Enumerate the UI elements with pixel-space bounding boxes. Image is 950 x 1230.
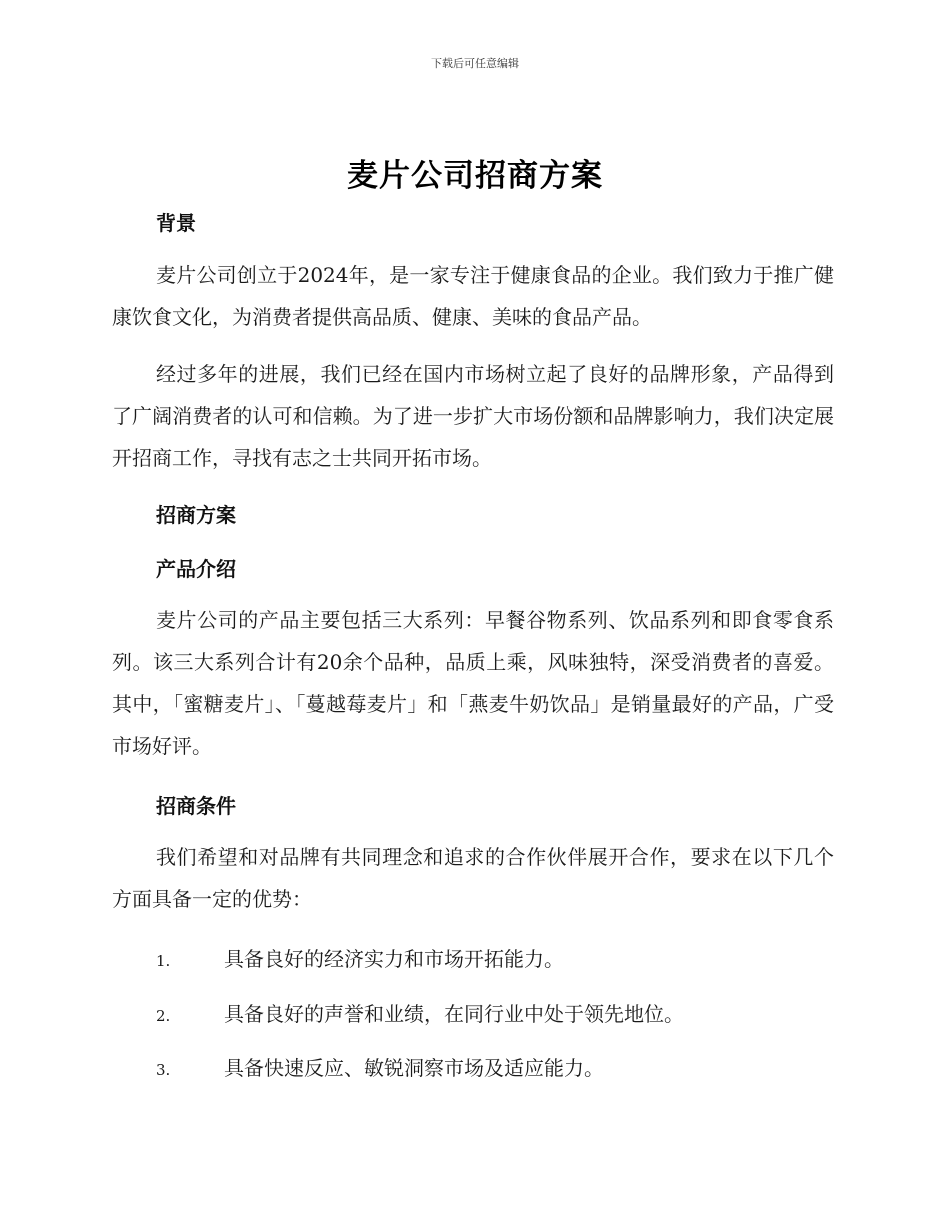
list-text: 具备快速反应、敏锐洞察市场及适应能力。 xyxy=(224,1056,604,1080)
paragraph-background-2: 经过多年的进展，我们已经在国内市场树立起了良好的品牌形象，产品得到了广阔消费者的认可和信赖。为了进一步扩大市场份额和品牌影响力，我们决定展开招商工作，寻找有志之士共同开拓市场。 xyxy=(112,362,834,470)
heading-plan: 招商方案 xyxy=(156,503,236,527)
list-text: 具备良好的声誉和业绩，在同行业中处于领先地位。 xyxy=(224,1002,684,1026)
heading-product: 产品介绍 xyxy=(156,557,236,581)
paragraph-background-1: 麦片公司创立于2024年，是一家专注于健康食品的企业。我们致力于推广健康饮食文化，为消费者提供高品质、健康、美味的食品产品。 xyxy=(112,263,834,329)
list-number: 2. xyxy=(156,1007,171,1025)
list-number: 1. xyxy=(156,952,171,970)
list-item xyxy=(156,1052,836,1081)
paragraph-product-1: 麦片公司的产品主要包括三大系列：早餐谷物系列、饮品系列和即食零食系列。该三大系列合计有20余个品种，品质上乘，风味独特，深受消费者的喜爱。其中，「蜜糖麦片」、「蔓越莓麦片」和「燕麦牛奶饮品」是销量最好的产品，广受市场好评。 xyxy=(112,608,834,758)
heading-background: 背景 xyxy=(156,211,196,235)
paragraph-conditions-1: 我们希望和对品牌有共同理念和追求的合作伙伴展开合作，要求在以下几个方面具备一定的优势： xyxy=(112,845,834,911)
heading-conditions: 招商条件 xyxy=(156,794,236,818)
list-item xyxy=(156,998,836,1027)
header-note: 下载后可任意编辑 xyxy=(431,57,519,70)
list-text: 具备良好的经济实力和市场开拓能力。 xyxy=(224,947,564,971)
list-number: 3. xyxy=(156,1061,171,1079)
page-title: 麦片公司招商方案 xyxy=(347,158,603,194)
list-item xyxy=(156,943,836,972)
